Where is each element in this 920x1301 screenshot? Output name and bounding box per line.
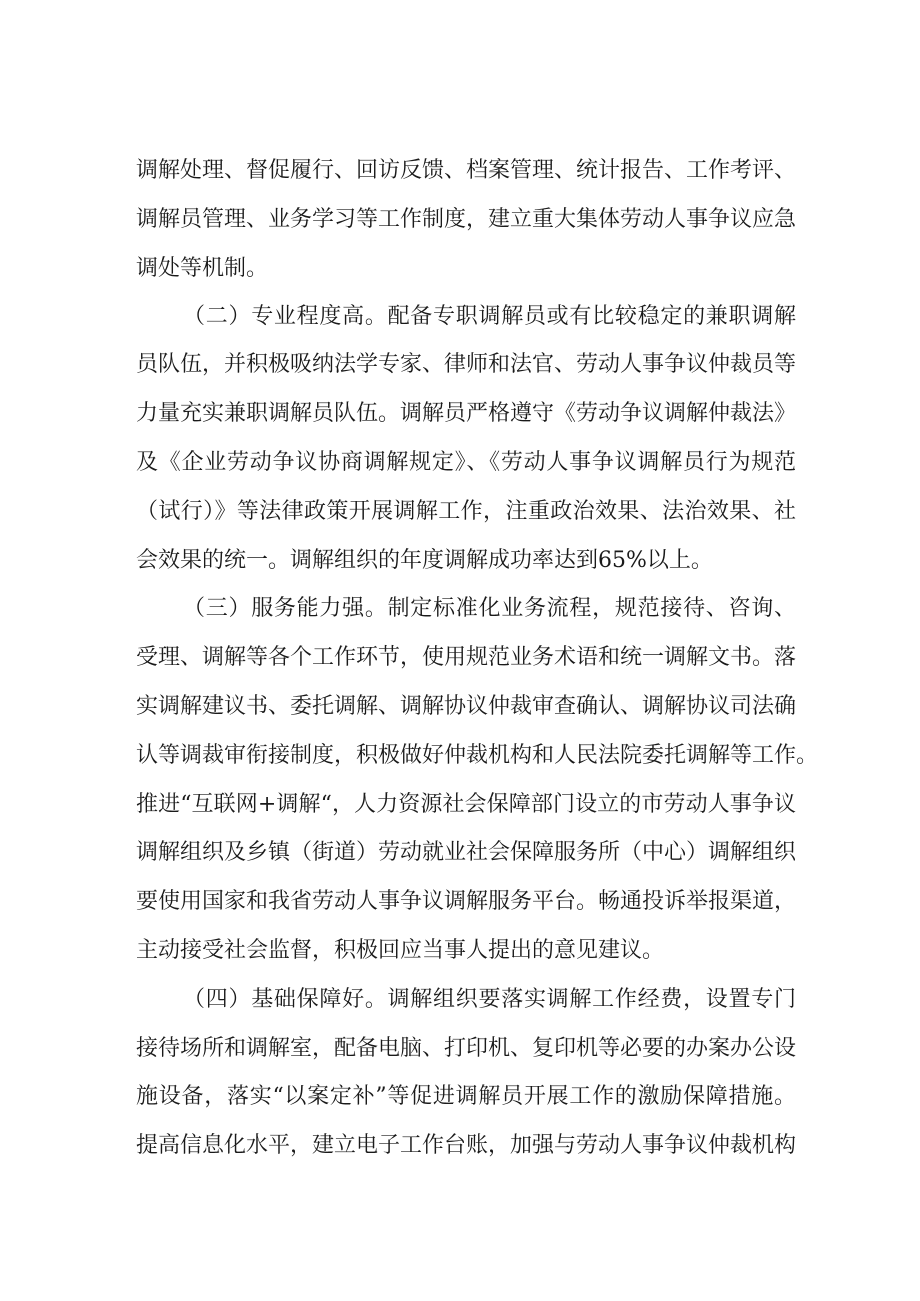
text-line: 及《企业劳动争议协商调解规定》、《劳动人事争议调解员行为规范 (136, 450, 796, 475)
text-line: 主动接受社会监督，积极回应当事人提出的意见建议。 (136, 938, 665, 963)
text-line: 接待场所和调解室，配备电脑、打印机、复印机等必要的办案办公设 (136, 1036, 797, 1061)
text-line: （试行）》等法律政策开展调解工作，注重政治效果、法治效果、社 (136, 499, 796, 524)
text-line: 调处等机制。 (136, 256, 269, 281)
text-line: 会效果的统一。调解组织的年度调解成功率达到65%以上。 (136, 548, 713, 573)
text-line: 调解处理、督促履行、回访反馈、档案管理、统计报告、工作考评、 (136, 158, 797, 183)
paragraph-heading-line: （二）专业程度高。配备专职调解员或有比较稳定的兼职调解 (183, 304, 796, 329)
text-line: 提高信息化水平，建立电子工作台账，加强与劳动人事争议仲裁机构 (136, 1133, 797, 1158)
paragraph-heading-line: （四）基础保障好。调解组织要落实调解工作经费，设置专门 (183, 987, 796, 1012)
text-line: 力量充实兼职调解员队伍。调解员严格遵守《劳动争议调解仲裁法》 (136, 401, 797, 426)
text-line: 要使用国家和我省劳动人事争议调解服务平台。畅通投诉举报渠道， (136, 889, 797, 914)
text-line: 认等调裁审衔接制度，积极做好仲裁机构和人民法院委托调解等工作。 (136, 743, 819, 768)
paragraph-heading-line: （三）服务能力强。制定标准化业务流程，规范接待、咨询、 (183, 596, 796, 621)
text-line: 施设备，落实“以案定补”等促进调解员开展工作的激励保障措施。 (136, 1084, 796, 1109)
text-line: 调解员管理、业务学习等工作制度，建立重大集体劳动人事争议应急 (136, 207, 797, 232)
text-line: 受理、调解等各个工作环节，使用规范业务术语和统一调解文书。落 (136, 645, 797, 670)
text-line: 推进“互联网+调解“，人力资源社会保障部门设立的市劳动人事争议 (136, 792, 796, 817)
text-line: 实调解建议书、委托调解、调解协议仲裁审查确认、调解协议司法确 (136, 694, 797, 719)
text-line: 员队伍，并积极吸纳法学专家、律师和法官、劳动人事争议仲裁员等 (136, 352, 797, 377)
text-line: 调解组织及乡镇（街道）劳动就业社会保障服务所（中心）调解组织 (136, 840, 797, 865)
